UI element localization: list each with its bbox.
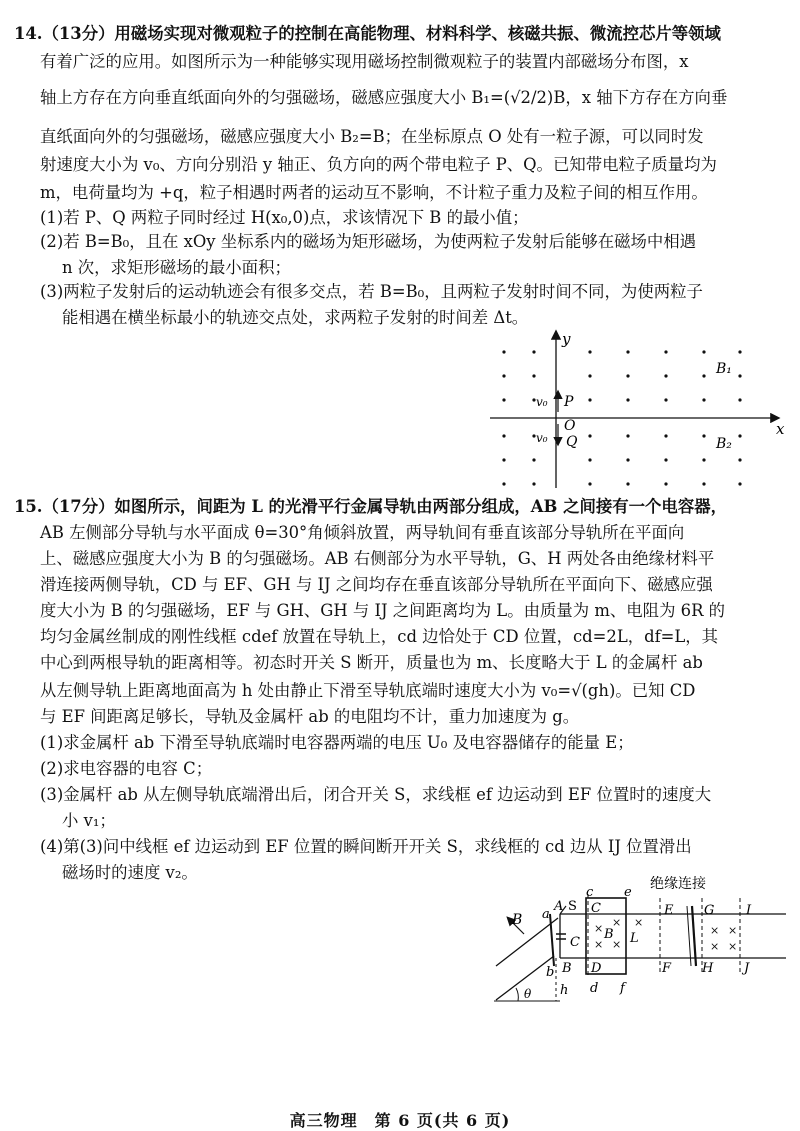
field-dot (738, 482, 741, 485)
j-label: J (744, 961, 750, 976)
insulation-label: 绝缘连接 (650, 876, 706, 892)
q15-sub3: (3)金属杆 ab 从左侧导轨底端滑出后，闭合开关 S，求线框 ef 边运动到 EF 位置时的速度大 (40, 785, 712, 804)
field-dot (702, 398, 705, 401)
field-dot (626, 374, 629, 377)
q14-line: m，电荷量均为 +q，粒子相遇时两者的运动互不影响，不计粒子重力及粒子间的相互作用。 (40, 183, 708, 202)
field-cross: × (728, 924, 738, 937)
theta-label: θ (524, 987, 532, 1001)
insulation-joint-edge (687, 906, 691, 966)
field-cross: × (710, 924, 720, 937)
field-dot (626, 458, 629, 461)
field-dot (502, 374, 505, 377)
field-dot (532, 350, 535, 353)
h-label: h (560, 983, 569, 998)
q15-line: 均匀金属丝制成的刚性线框 cdef 放置在导轨上，cd 边恰处于 CD 位置，cd=2L，df=L，其 (40, 627, 719, 646)
field-cross: × (594, 938, 604, 951)
f-pos-label: F (662, 961, 672, 976)
q14-field-figure (490, 328, 790, 490)
field-dot (702, 350, 705, 353)
field-dot (738, 398, 741, 401)
field-dot (588, 482, 591, 485)
field-cross: × (612, 916, 622, 929)
e-pos-label: E (664, 903, 674, 918)
field-dot (702, 434, 705, 437)
v0-down-label: v₀ (536, 431, 548, 445)
field-dot (588, 458, 591, 461)
field-cross: × (728, 940, 738, 953)
d-label: d (590, 981, 599, 996)
g-label: G (704, 903, 715, 918)
field-dot (738, 434, 741, 437)
q14-line: 有着广泛的应用。如图所示为一种能够实现用磁场控制微观粒子的装置内部磁场分布图，x (40, 52, 689, 71)
a-label: a (542, 907, 550, 922)
q15-sub1: (1)求金属杆 ab 下滑至导轨底端时电容器两端的电压 U₀ 及电容器储存的能量 E； (40, 733, 634, 752)
field-dot (502, 434, 505, 437)
field-dot (738, 374, 741, 377)
c-pos-label: C (591, 901, 601, 916)
b2-label: B₂ (716, 436, 732, 452)
q15-rail-figure (490, 876, 790, 1006)
q15-line: 滑连接两侧导轨，CD 与 EF、GH 与 IJ 之间均存在垂直该部分导轨所在平面向下、磁感应强 (40, 575, 713, 594)
field-cross: × (594, 922, 604, 935)
field-dot (588, 350, 591, 353)
h-pos-label: H (702, 961, 714, 976)
upper-incline-rail (496, 918, 558, 966)
field-dot (588, 398, 591, 401)
theta-arc (516, 988, 518, 1001)
b-mid-label: B (604, 927, 614, 942)
field-dot (664, 398, 667, 401)
q-label: Q (566, 434, 578, 450)
q15-line: 度大小为 B 的匀强磁场，EF 与 GH、GH 与 IJ 之间距离均为 L。由质量为 m、电阻为 6R 的 (40, 601, 726, 620)
q15-line: 15.（17分）如图所示，间距为 L 的光滑平行金属导轨由两部分组成，AB 之间接有一个电容器， (14, 497, 727, 516)
field-dot (532, 458, 535, 461)
field-dot (626, 482, 629, 485)
q15-sub2: (2)求电容器的电容 C； (40, 759, 213, 778)
q15-sub3-cont: 小 v₁； (62, 811, 116, 830)
s-label: S (568, 899, 577, 914)
q14-line: 轴上方存在方向垂直纸面向外的匀强磁场，磁感应强度大小 B₁=(√2/2)B，x 轴下方存在方向垂 (40, 88, 728, 107)
o-label: O (564, 418, 576, 434)
d-pos-label: D (591, 961, 602, 976)
field-dot (502, 398, 505, 401)
page-footer: 高三物理 第 6 页(共 6 页) (289, 1111, 511, 1130)
insulation-joint (692, 906, 696, 966)
field-dot (588, 434, 591, 437)
q14-sub2: (2)若 B=B₀，且在 xOy 坐标系内的磁场为矩形磁场，为使两粒子发射后能够在磁场中相遇 (40, 232, 697, 251)
field-dot (588, 374, 591, 377)
field-dot (626, 398, 629, 401)
field-dot (502, 482, 505, 485)
q15-line: 与 EF 间距离足够长，导轨及金属杆 ab 的电阻均不计，重力加速度为 g。 (40, 707, 580, 726)
field-dot (664, 374, 667, 377)
c-label: c (586, 885, 594, 900)
field-dot (532, 374, 535, 377)
field-dot (502, 350, 505, 353)
b1-label: B₁ (716, 361, 732, 377)
field-cross: × (710, 940, 720, 953)
b-pos-label: B (562, 961, 572, 976)
q15-line: 中心到两根导轨的距离相等。初态时开关 S 断开，质量也为 m、长度略大于 L 的金属杆 ab (40, 653, 703, 672)
field-dot (532, 482, 535, 485)
q14-sub2-cont: n 次，求矩形磁场的最小面积； (62, 258, 291, 277)
field-dot (702, 458, 705, 461)
f-label: f (620, 981, 625, 996)
b-rod-label: b (546, 965, 555, 980)
field-dot (626, 434, 629, 437)
capacitor-c-label: C (570, 935, 580, 950)
q14-line: 直纸面向外的匀强磁场，磁感应强度大小 B₂=B；在坐标原点 O 处有一粒子源，可以同时发 (40, 127, 704, 146)
q14-line: 14.（13分）用磁场实现对微观粒子的控制在高能物理、材料科学、核磁共振、微流控芯片等领域 (14, 24, 721, 43)
q14-sub1: (1)若 P、Q 两粒子同时经过 H(x₀,0)点，求该情况下 B 的最小值； (40, 208, 529, 227)
field-dot (664, 350, 667, 353)
l-label: L (630, 931, 639, 946)
q14-sub3-cont: 能相遇在横坐标最小的轨迹交点处，求两粒子发射的时间差 Δt。 (62, 308, 529, 327)
field-dot (738, 458, 741, 461)
field-dot (702, 374, 705, 377)
v0-up-label: v₀ (536, 395, 548, 409)
i-label: I (746, 903, 752, 918)
e-label: e (624, 885, 632, 900)
field-dot (738, 350, 741, 353)
field-crosses (594, 916, 737, 953)
q15-sub4: (4)第(3)问中线框 ef 边运动到 EF 位置的瞬间断开开关 S，求线框的 cd 边从 IJ 位置滑出 (40, 837, 692, 856)
field-cross: × (612, 938, 622, 951)
a-point-label: A (554, 899, 564, 914)
q14-line: 射速度大小为 v₀、方向分别沿 y 轴正、负方向的两个带电粒子 P、Q。已知带电粒子质量均为 (40, 155, 717, 174)
b-label: B (512, 912, 523, 928)
field-dot (664, 458, 667, 461)
field-dot (664, 434, 667, 437)
q15-line: AB 左侧部分导轨与水平面成 θ=30°角倾斜放置，两导轨间有垂直该部分导轨所在平面向 (40, 523, 685, 542)
field-dot (702, 482, 705, 485)
field-cross: × (634, 916, 644, 929)
y-label: y (562, 330, 571, 348)
q15-line: 从左侧导轨上距离地面高为 h 处由静止下滑至导轨底端时速度大小为 v₀=√(gh)。已知 CD (40, 681, 696, 700)
field-dot (664, 482, 667, 485)
field-dot (626, 350, 629, 353)
q14-sub3: (3)两粒子发射后的运动轨迹会有很多交点，若 B=B₀，且两粒子发射时间不同，为使两粒子 (40, 282, 703, 301)
field-dot (502, 458, 505, 461)
q15-line: 上、磁感应强度大小为 B 的匀强磁场。AB 右侧部分为水平导轨，G、H 两处各由绝缘材料平 (40, 549, 715, 568)
p-label: P (564, 394, 574, 410)
x-label: x (776, 420, 785, 438)
q15-sub4-cont: 磁场时的速度 v₂。 (62, 863, 198, 882)
